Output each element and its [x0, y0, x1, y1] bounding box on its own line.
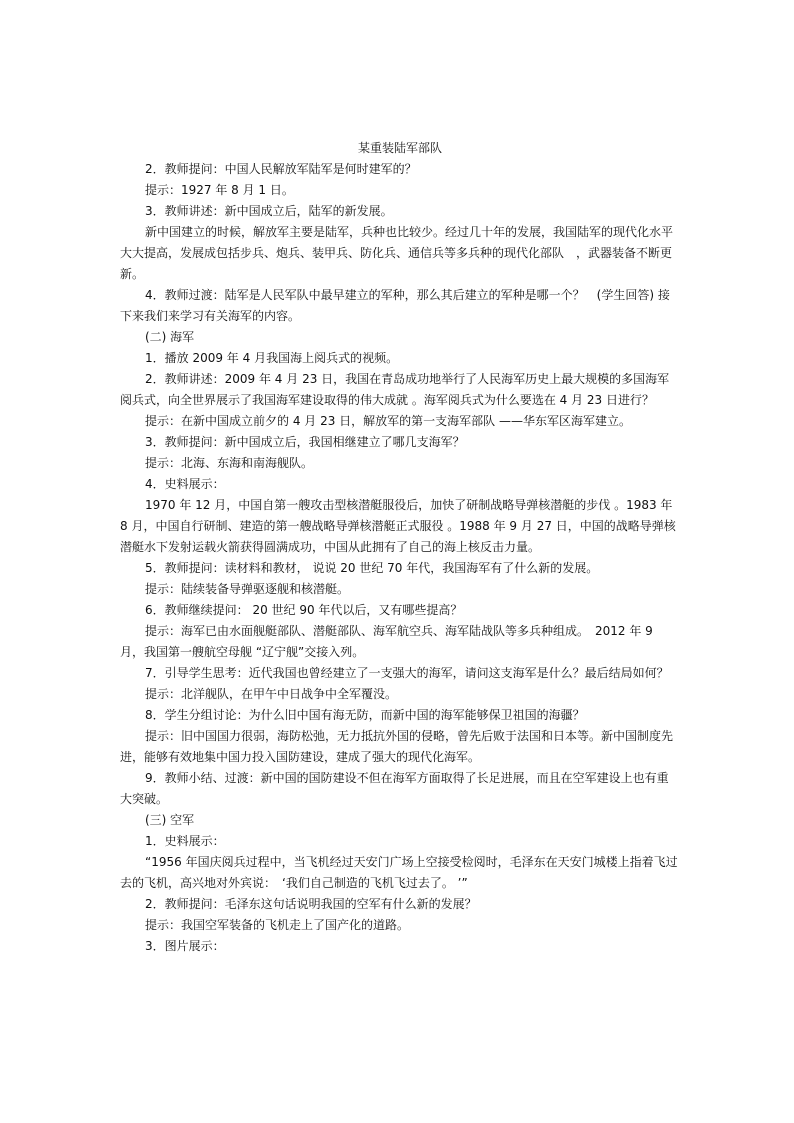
paragraph: 1970 年 12 月，中国自第一艘攻击型核潜艇服役后，加快了研制战略导弹核潜艇的步伐 。1983 年 8 月，中国自行研制、建造的第一艘战略导弹核潜艇正式服役 。1988 年 9 月 27 日，中国的战略导弹核潜艇水下发射运载火箭获得圆满成功，中国从此拥有了自己的海上核反击力量。 — [120, 498, 676, 554]
paragraph: 提示：海军已由水面舰艇部队、潜艇部队、海军航空兵、海军陆战队等多兵种组成。 2012 年 9 月，我国第一艘航空母舰 “辽宁舰”交接入列。 — [120, 624, 653, 659]
paragraph: 2．教师提问：毛泽东这句话说明我国的空军有什么新的发展？ — [145, 897, 477, 911]
paragraph: 3．图片展示： — [145, 939, 225, 953]
paragraph: 提示：陆续装备导弹驱逐舰和核潜艇。 — [145, 582, 350, 596]
paragraph: 7．引导学生思考：近代我国也曾经建立了一支强大的海军，请问这支海军是什么？最后结局如何？ — [145, 666, 669, 680]
paragraph: 8．学生分组讨论：为什么旧中国有海无防，而新中国的海军能够保卫祖国的海疆？ — [145, 708, 585, 722]
paragraph: 提示：我国空军装备的飞机走上了国产化的道路。 — [145, 918, 410, 932]
section-heading: (三) 空军 — [145, 813, 195, 827]
paragraph: 5．教师提问：读材料和教材， 说说 20 世纪 70 年代，我国海军有了什么新的发展。 — [145, 561, 599, 575]
paragraph: 1．播放 2009 年 4 月我国海上阅兵式的视频。 — [145, 351, 399, 365]
paragraph: 新中国建立的时候，解放军主要是陆军，兵种也比较少。经过几十年的发展，我国陆军的现代化水平大大提高，发展成包括步兵、炮兵、装甲兵、防化兵、通信兵等多兵种的现代化部队 ，武器装备不断更新。 — [120, 225, 674, 281]
paragraph: 提示：北洋舰队，在甲午中日战争中全军覆没。 — [145, 687, 398, 701]
document-body — [120, 159, 680, 957]
paragraph: 4．教师过渡：陆军是人民军队中最早建立的军种，那么其后建立的军种是哪一个？ (学生回答) 接下来我们来学习有关海军的内容。 — [120, 288, 670, 323]
paragraph: 提示：旧中国国力很弱，海防松弛，无力抵抗外国的侵略，曾先后败于法国和日本等。新中国制度先进，能够有效地集中国力投入国防建设，建成了强大的现代化海军。 — [120, 729, 674, 764]
document-page — [120, 138, 680, 957]
paragraph: 6．教师继续提问： 20 世纪 90 年代以后，又有哪些提高？ — [145, 603, 463, 617]
paragraph: 提示：1927 年 8 月 1 日。 — [145, 183, 294, 197]
section-heading: (二) 海军 — [145, 330, 195, 344]
paragraph: 2．教师讲述：2009 年 4 月 23 日，我国在青岛成功地举行了人民海军历史上最大规模的多国海军阅兵式，向全世界展示了我国海军建设取得的伟大成就 。海军阅兵式为什么要选在 4 月 23 日进行？ — [120, 372, 670, 407]
paragraph: 3．教师讲述：新中国成立后，陆军的新发展。 — [145, 204, 393, 218]
paragraph: 9．教师小结、过渡：新中国的国防建设不但在海军方面取得了长足进展，而且在空军建设上也有重大突破。 — [120, 771, 669, 806]
paragraph: 1．史料展示： — [145, 834, 225, 848]
paragraph: 提示：北海、东海和南海舰队。 — [145, 456, 314, 470]
image-caption: 某重装陆军部队 — [357, 141, 442, 155]
paragraph: 4．史料展示： — [145, 477, 225, 491]
paragraph: 3．教师提问：新中国成立后，我国相继建立了哪几支海军？ — [145, 435, 465, 449]
paragraph: 提示：在新中国成立前夕的 4 月 23 日，解放军的第一支海军部队 ——华东军区海军建立。 — [145, 414, 631, 428]
paragraph: 2．教师提问：中国人民解放军陆军是何时建军的？ — [145, 162, 417, 176]
paragraph: “1956 年国庆阅兵过程中，当飞机经过天安门广场上空接受检阅时，毛泽东在天安门城楼上指着飞过去的飞机，高兴地对外宾说： ‘我们自己制造的飞机飞过去了。 ’” — [120, 855, 678, 890]
